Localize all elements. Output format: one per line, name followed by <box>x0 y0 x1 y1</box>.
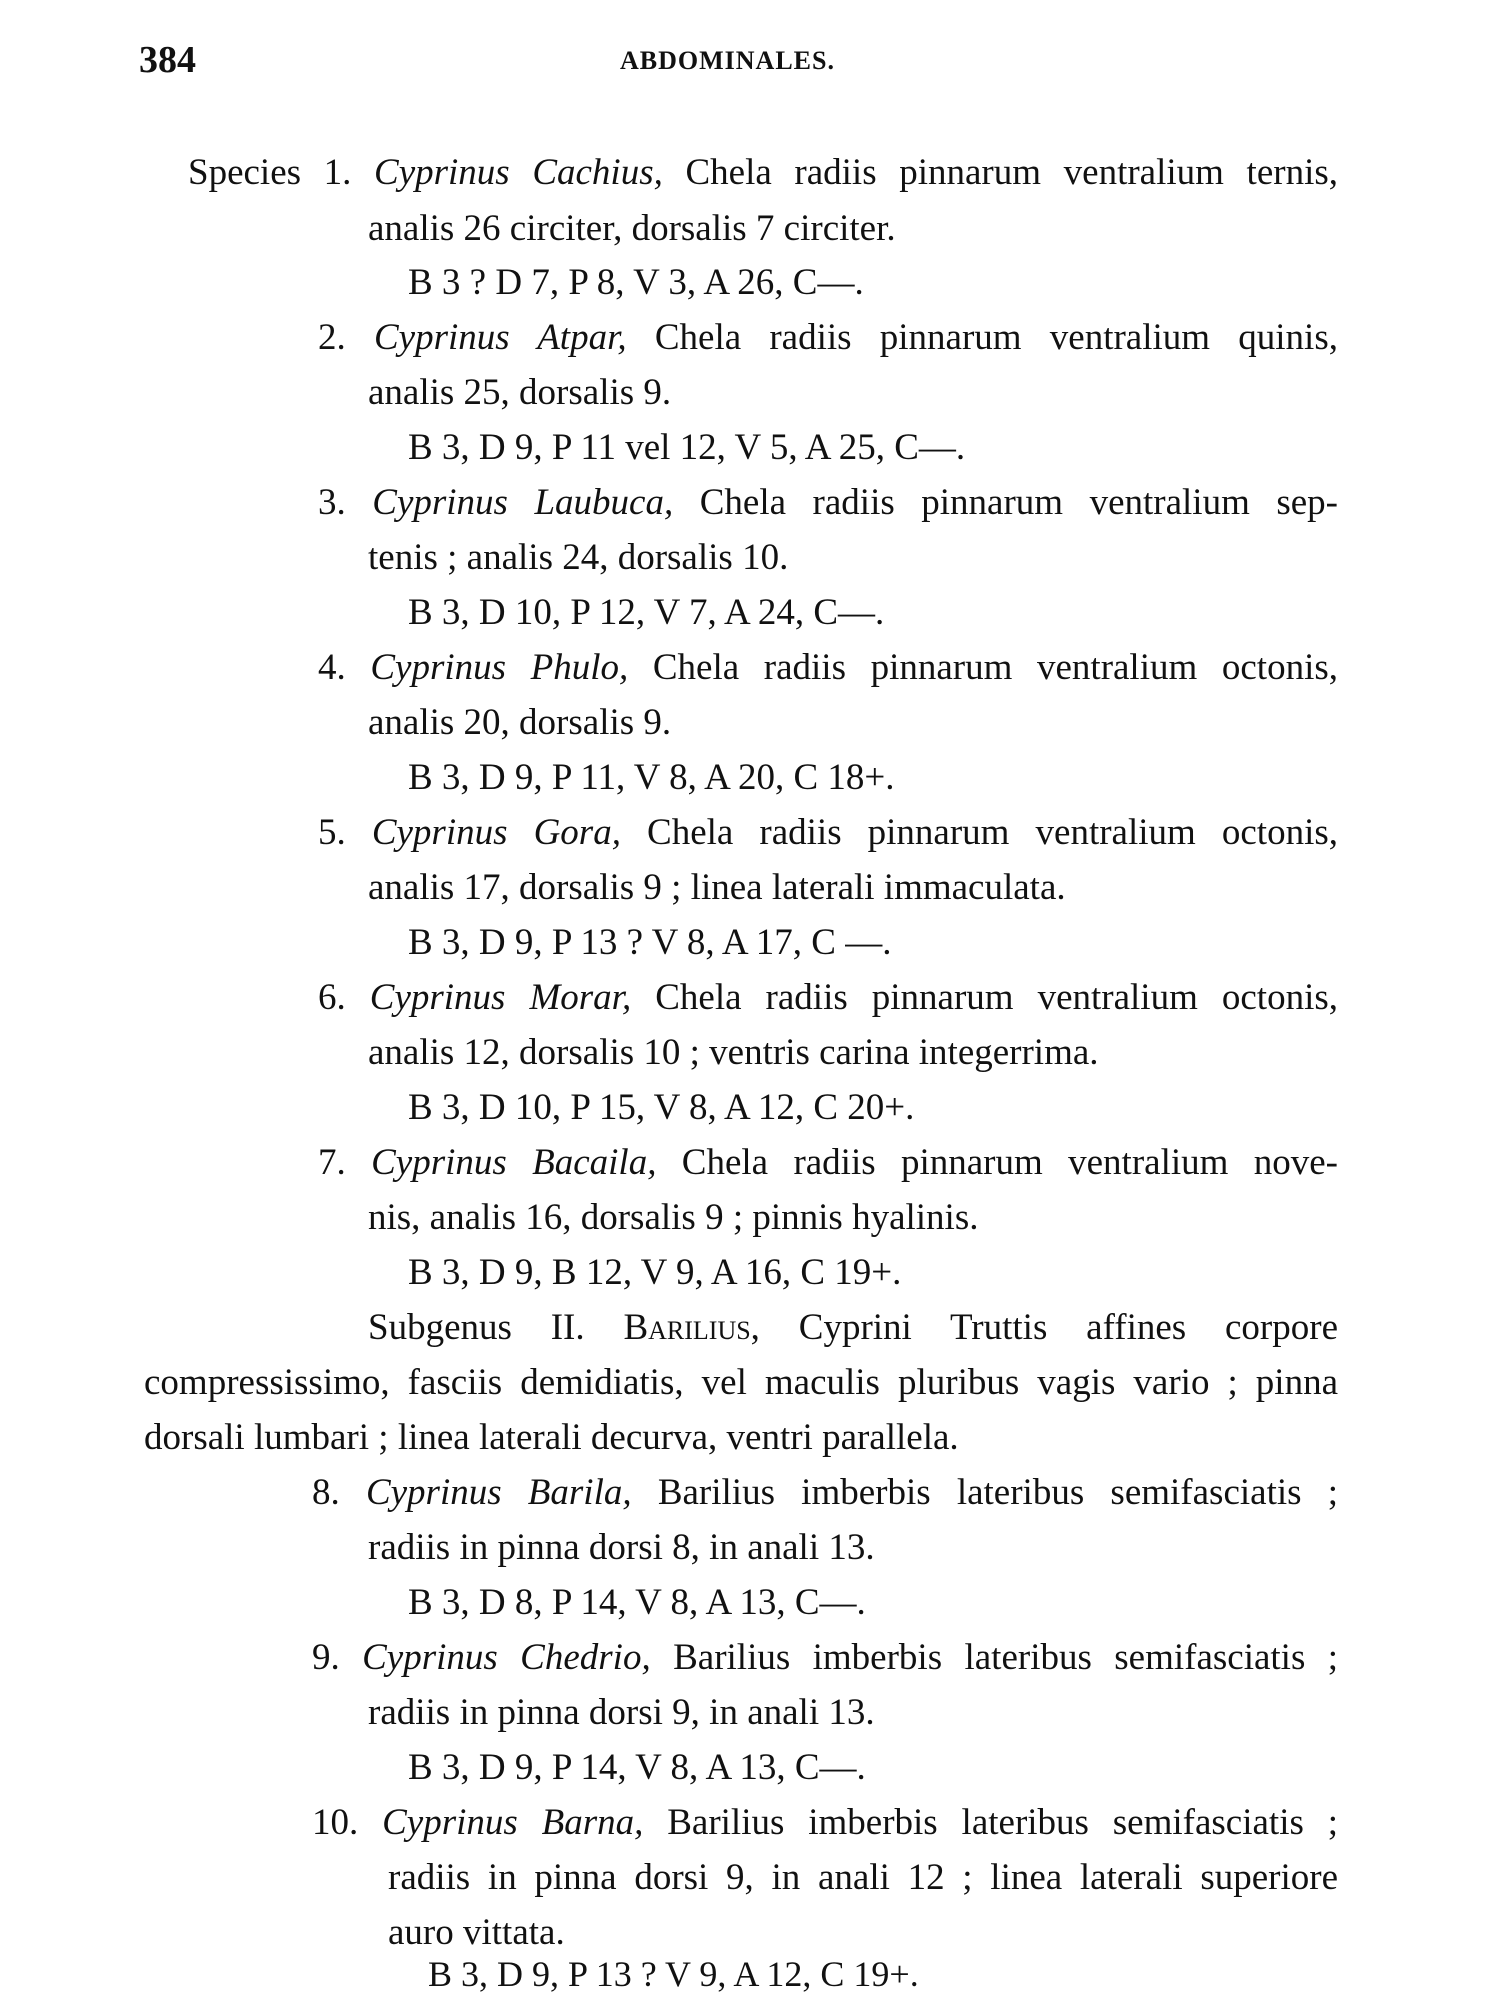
species-5-continuation: analis 17, dorsalis 9 ; linea laterali immaculata. <box>368 867 1066 908</box>
subgenus-description-line-2: compressissimo, fasciis demidiatis, vel maculis pluribus vagis vario ; pinna <box>144 1362 1338 1403</box>
species-marker: 5. <box>318 812 346 853</box>
species-description: Chela radiis pinnarum ventralium quinis, <box>626 317 1338 358</box>
species-6-heading <box>318 979 1338 1016</box>
species-description: Chela radiis pinnarum ventralium octonis, <box>631 977 1339 1018</box>
species-description: Chela radiis pinnarum ventralium sep- <box>673 482 1338 523</box>
species-10-heading <box>312 1804 1338 1841</box>
species-10-continuation: radiis in pinna dorsi 9, in anali 12 ; linea laterali superiore <box>388 1857 1338 1898</box>
species-marker: 7. <box>318 1142 346 1183</box>
species-2-continuation: analis 25, dorsalis 9. <box>368 372 672 413</box>
species-8-continuation: radiis in pinna dorsi 8, in anali 13. <box>368 1527 875 1568</box>
species-description: Chela radiis pinnarum ventralium octonis, <box>620 812 1339 853</box>
species-marker: 9. <box>312 1637 340 1678</box>
species-description: Chela radiis pinnarum ventralium nove- <box>656 1142 1338 1183</box>
species-9-continuation: radiis in pinna dorsi 9, in anali 13. <box>368 1692 875 1733</box>
species-marker: 4. <box>318 647 346 688</box>
species-8-formula: B 3, D 8, P 14, V 8, A 13, C—. <box>408 1582 866 1623</box>
species-2-formula: B 3, D 9, P 11 vel 12, V 5, A 25, C—. <box>408 427 966 468</box>
species-name: Cyprinus Laubuca, <box>372 482 674 523</box>
subgenus-prefix: Subgenus II. <box>368 1307 624 1348</box>
species-marker: 3. <box>318 482 346 523</box>
species-4-continuation: analis 20, dorsalis 9. <box>368 702 672 743</box>
species-name: Cyprinus Gora, <box>371 812 621 853</box>
subgenus-description-line-3: dorsali lumbari ; linea laterali decurva, ventri parallela. <box>144 1417 959 1458</box>
species-name: Cyprinus Cachius, <box>374 152 663 193</box>
species-9-heading <box>312 1639 1338 1676</box>
species-8-heading <box>312 1474 1338 1511</box>
running-head: ABDOMINALES. <box>620 46 835 75</box>
species-3-heading <box>318 484 1338 521</box>
species-3-continuation: tenis ; analis 24, dorsalis 10. <box>368 537 789 578</box>
species-description: Chela radiis pinnarum ventralium ternis, <box>662 152 1339 193</box>
species-1-continuation: analis 26 circiter, dorsalis 7 circiter. <box>368 208 896 249</box>
species-description: Barilius imberbis lateribus semifasciatis ; <box>631 1472 1338 1513</box>
species-10-continuation-2: auro vittata. <box>388 1912 565 1953</box>
species-5-formula: B 3, D 9, P 13 ? V 8, A 17, C —. <box>408 922 892 963</box>
page-number: 384 <box>139 39 196 81</box>
species-1-formula: B 3 ? D 7, P 8, V 3, A 26, C—. <box>408 262 864 303</box>
species-4-formula: B 3, D 9, P 11, V 8, A 20, C 18+. <box>408 757 895 798</box>
species-marker: Species 1. <box>188 152 352 193</box>
species-9-formula: B 3, D 9, P 14, V 8, A 13, C—. <box>408 1747 866 1788</box>
subgenus-heading <box>368 1309 1338 1346</box>
species-description: Barilius imberbis lateribus semifasciatis ; <box>643 1802 1339 1843</box>
species-name: Cyprinus Phulo, <box>370 647 629 688</box>
species-2-heading <box>318 319 1338 356</box>
species-description: Chela radiis pinnarum ventralium octonis, <box>628 647 1339 688</box>
species-marker: 2. <box>318 317 346 358</box>
species-6-formula: B 3, D 10, P 15, V 8, A 12, C 20+. <box>408 1087 915 1128</box>
species-7-continuation: nis, analis 16, dorsalis 9 ; pinnis hyalinis. <box>368 1197 979 1238</box>
species-name: Cyprinus Bacaila, <box>371 1142 657 1183</box>
species-name: Cyprinus Chedrio, <box>362 1637 651 1678</box>
species-name: Cyprinus Atpar, <box>373 317 627 358</box>
species-3-formula: B 3, D 10, P 12, V 7, A 24, C—. <box>408 592 885 633</box>
species-1-heading <box>188 154 1338 191</box>
subgenus-description: Cyprini Truttis affines corpore <box>759 1307 1338 1348</box>
species-marker: 6. <box>318 977 346 1018</box>
subgenus-name: Barilius, <box>623 1307 760 1348</box>
species-name: Cyprinus Barila, <box>365 1472 632 1513</box>
species-5-heading <box>318 814 1338 851</box>
species-7-heading <box>318 1144 1338 1181</box>
species-marker: 10. <box>312 1802 359 1843</box>
species-name: Cyprinus Barna, <box>382 1802 644 1843</box>
species-10-formula: B 3, D 9, P 13 ? V 9, A 12, C 19+. <box>428 1954 919 1994</box>
species-marker: 8. <box>312 1472 340 1513</box>
species-name: Cyprinus Morar, <box>369 977 632 1018</box>
species-6-continuation: analis 12, dorsalis 10 ; ventris carina integerrima. <box>368 1032 1099 1073</box>
species-4-heading <box>318 649 1338 686</box>
species-description: Barilius imberbis lateribus semifasciatis ; <box>650 1637 1339 1678</box>
species-7-formula: B 3, D 9, B 12, V 9, A 16, C 19+. <box>408 1252 902 1293</box>
